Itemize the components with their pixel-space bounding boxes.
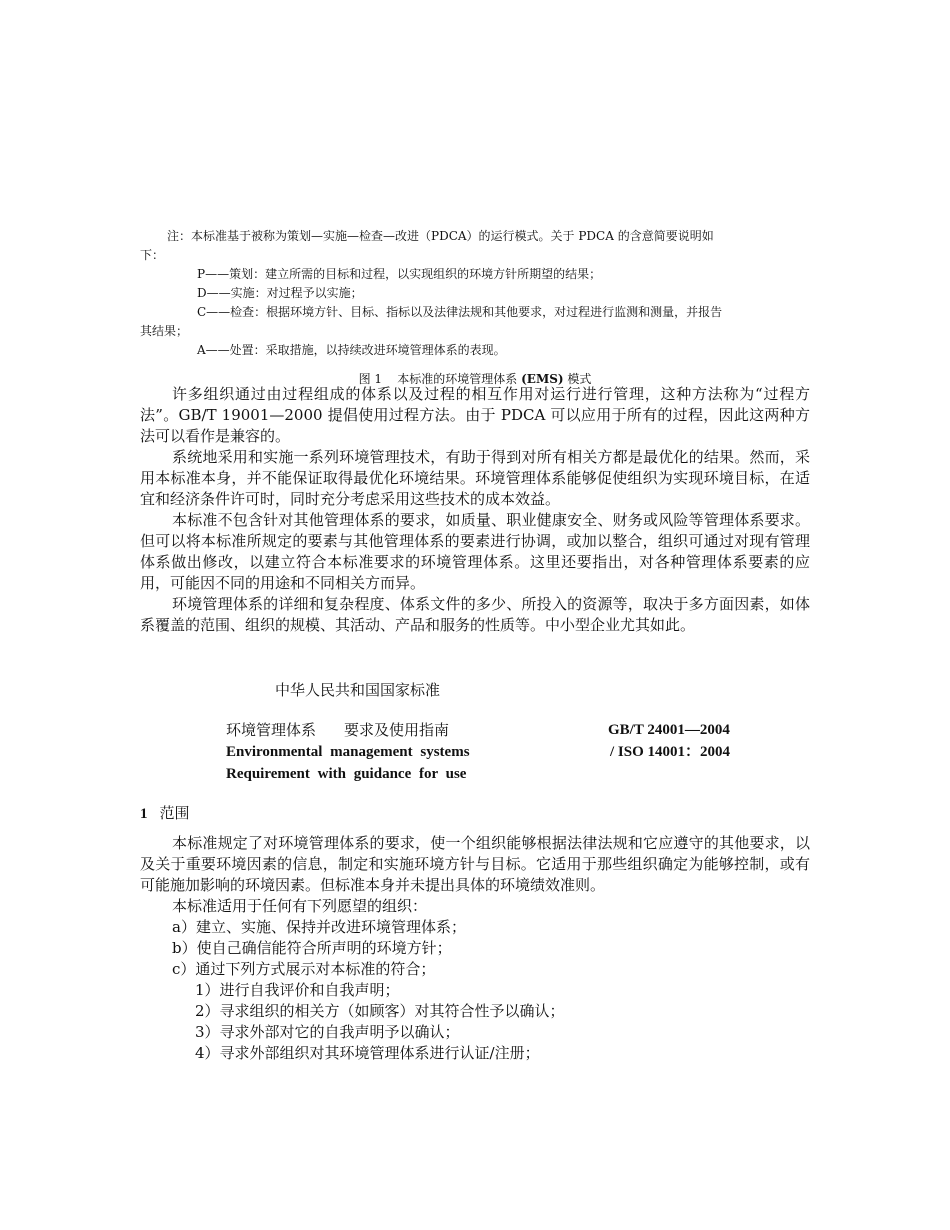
figure-suffix: 模式	[567, 372, 592, 386]
sub-list-item: 1）进行自我评价和自我声明；	[195, 981, 400, 999]
iso-code: / ISO 14001：2004	[610, 744, 731, 760]
title-cn-part1: 环境管理体系	[226, 721, 317, 739]
figure-abbr: (EMS)	[521, 372, 564, 386]
body-paragraph: 许多组织通过由过程组成的体系以及过程的相互作用对运行进行管理，这种方法称为“过程方法”。GB/T 19001—2000 提倡使用过程方法。由于 PDCA 可以应用于所有的过程，因此这两种方法可以看作是兼容的。	[140, 385, 810, 445]
body-paragraph: 系统地采用和实施一系列环境管理技术，有助于得到对所有相关方都是最优化的结果。然而，采用本标准本身，并不能保证取得最优化环境结果。环境管理体系能够促使组织为实现环境目标，在适宜和经济条件许可时，同时充分考虑采用这些技术的成本效益。	[140, 448, 810, 508]
scope-paragraph: 本标准规定了对环境管理体系的要求，使一个组织能够根据法律法规和它应遵守的其他要求，以及关于重要环境因素的信息，制定和实施环境方针与目标。它适用于那些组织确定为能够控制，或有可能施加影响的环境因素。但标准本身并未提出具体的环境绩效准则。	[140, 834, 810, 894]
figure-label: 图 1	[358, 372, 383, 386]
section-heading	[140, 802, 190, 823]
standard-code-block	[608, 719, 730, 763]
standard-title-en-2: Requirement with guidance for use	[226, 766, 467, 782]
section-title: 范围	[159, 804, 190, 822]
standard-title-cn	[226, 719, 477, 741]
note-item-d: D——实施：对过程予以实施；	[197, 286, 363, 300]
list-item: a）建立、实施、保持并改进环境管理体系；	[172, 918, 466, 936]
note-item-c-cont: 其结果；	[140, 324, 189, 338]
body-paragraph: 本标准不包含针对其他管理体系的要求，如质量、职业健康安全、财务或风险等管理体系要求。但可以将本标准所规定的要素与其他管理体系的要素进行协调，或加以整合，组织可通过对现有管理体系做出修改，以建立符合本标准要求的环境管理体系。这里还要指出，对各种管理体系要素的应用，可能因不同的用途和不同相关方而异。	[140, 511, 810, 592]
figure-title: 本标准的环境管理体系	[397, 372, 518, 386]
note-item-p: P——策划：建立所需的目标和过程，以实现组织的环境方针所期望的结果；	[197, 267, 602, 281]
sub-list-item: 3）寻求外部对它的自我声明予以确认；	[195, 1023, 460, 1041]
list-item: b）使自己确信能符合所声明的环境方针；	[172, 939, 452, 957]
note-item-a: A——处置：采取措施，以持续改进环境管理体系的表现。	[197, 343, 506, 357]
intro-body	[140, 384, 810, 636]
note-line: 注：本标准基于被称为策划—实施—检查—改进（PDCA）的运行模式。关于 PDCA 的含意简要说明如	[167, 229, 714, 243]
sub-list-item: 2）寻求组织的相关方（如顾客）对其符合性予以确认；	[195, 1002, 565, 1020]
pdca-note	[140, 227, 810, 360]
scope-paragraph: 本标准适用于任何有下列愿望的组织：	[172, 897, 428, 915]
national-standard-heading: 中华人民共和国国家标准	[275, 681, 441, 699]
note-line: 下：	[140, 248, 165, 262]
scope-body	[140, 833, 810, 1064]
standard-code: GB/T 24001—2004	[608, 722, 730, 738]
list-item: c）通过下列方式展示对本标准的符合；	[172, 960, 436, 978]
note-item-c: C——检查：根据环境方针、目标、指标以及法律法规和其他要求，对过程进行监测和测量，并报告	[197, 305, 723, 319]
section-number: 1	[140, 806, 148, 822]
title-cn-part2: 要求及使用指南	[344, 721, 450, 739]
standard-title-en-1: Environmental management systems	[226, 744, 470, 760]
sub-list-item: 4）寻求外部组织对其环境管理体系进行认证/注册；	[195, 1044, 540, 1062]
body-paragraph: 环境管理体系的详细和复杂程度、体系文件的多少、所投入的资源等，取决于多方面因素，如体系覆盖的范围、组织的规模、其活动、产品和服务的性质等。中小型企业尤其如此。	[140, 595, 810, 634]
standard-title-block	[226, 719, 477, 785]
